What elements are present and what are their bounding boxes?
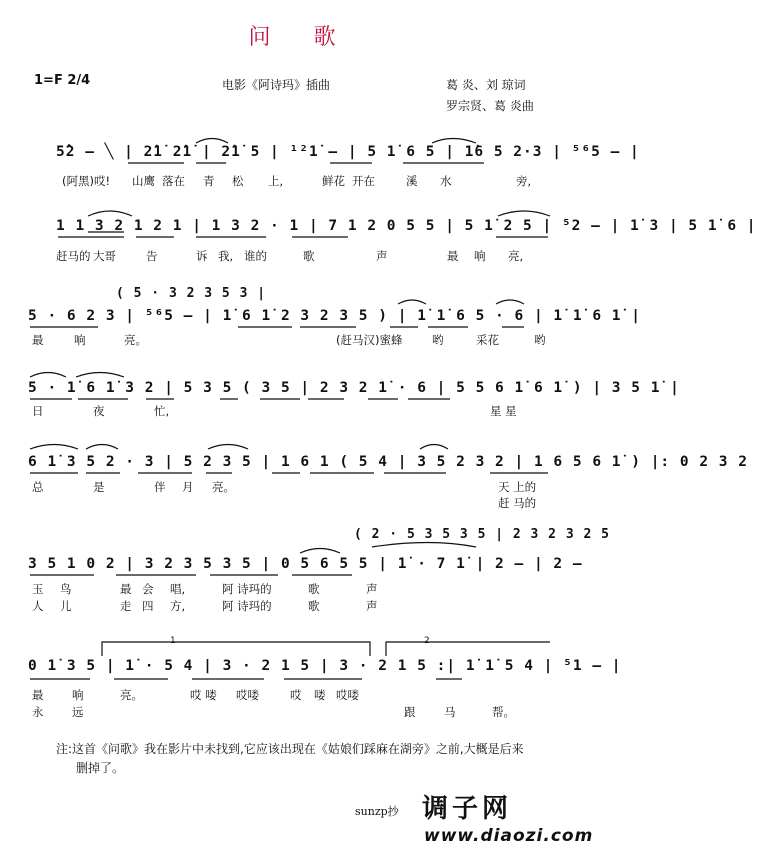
staff-line-3-notes: 5 · 6 2 3 | ⁵⁶5 – | 1̇ 6 1̇ 2 3 2 3 5 ) | 1̇ 1̇ 6 5 · 6 | 1̇ 1̇ 6 1̇ | xyxy=(28,308,641,324)
lyric-3-6: 采花 xyxy=(476,333,499,347)
lyric-1-6: 上, xyxy=(268,174,284,188)
lyric-2-2: 大哥 xyxy=(93,249,116,263)
tie-mark-10 xyxy=(86,445,118,450)
film-subtitle: 电影《阿诗玛》插曲 xyxy=(222,78,331,92)
tie-mark-14 xyxy=(372,543,476,548)
staff-line-6-upper: ( 2 · 5 3 5 3 5 | 2 3 2 3 2 5 xyxy=(354,527,610,542)
lyric-3-7: 哟 xyxy=(534,333,546,347)
tie-mark-3 xyxy=(88,211,132,216)
staff-line-5-notes: 6 1̇ 3 5 2 · 3 | 5 2 3 5 | 1 6 1 ( 5 4 | 3 5 2 3 2 | 1 6 5 6 1̇ ) |: 0 2 3 2 xyxy=(28,454,749,470)
lyric-4-2: 夜 xyxy=(93,404,105,418)
lyric-1-4: 青 xyxy=(203,174,215,188)
lyric-7b-4: 马 xyxy=(444,705,456,719)
site-url: www.diaozi.com xyxy=(424,826,594,846)
lyric-7-4: 哎 喽 xyxy=(190,688,217,702)
lyric-1-2: 山鹰 xyxy=(132,174,155,188)
lyric-2-8: 声 xyxy=(376,249,388,263)
site-logo: 调子网 xyxy=(422,794,513,824)
lyric-7b-3: 跟 xyxy=(404,705,416,719)
transcriber-signature: sunzp抄 xyxy=(355,805,399,818)
lyric-6b-7: 歌 xyxy=(308,599,320,613)
lyric-6b-3: 走 xyxy=(120,599,132,613)
lyric-7-7: 喽 xyxy=(314,688,326,702)
lyric-4-4: 星 星 xyxy=(490,404,517,418)
staff-line-2-notes: 1 1 3 2 1 2 1 | 1 3 2 · 1 | 7 1 2 0 5 5 | 5 1̇ 2 5 | ⁵2 – | 1̇ 3 | 5 1̇ 6 | xyxy=(56,218,757,234)
lyric-7-8: 哎喽 xyxy=(336,688,359,702)
lyric-3-1: 最 xyxy=(32,333,44,347)
tie-mark-5 xyxy=(398,300,426,304)
lyric-7-1: 最 xyxy=(32,688,44,702)
lyric-1-7: 鲜花 xyxy=(322,174,345,188)
composer-credit: 罗宗贤、葛 炎曲 xyxy=(446,99,534,113)
lyric-5-6: 天 上的 xyxy=(498,480,537,494)
lyric-7-2: 响 xyxy=(72,688,84,702)
staff-line-6-notes: 3 5 1 0 2 | 3 2 3 5 3 5 | 0 5 6 5 5 | 1̇ · 7 1̇ | 2 – | 2 – xyxy=(28,556,583,572)
lyric-1-9: 溪 xyxy=(406,174,418,188)
lyric-2-11: 亮, xyxy=(508,249,524,263)
lyric-7-3: 亮。 xyxy=(120,688,143,702)
lyric-4-1: 日 xyxy=(32,404,44,418)
lyric-6-4: 会 xyxy=(142,582,154,596)
tie-mark-11 xyxy=(208,445,248,450)
lyric-6-3: 最 xyxy=(120,582,132,596)
lyric-2-3: 告 xyxy=(146,249,158,263)
lyric-6-5: 唱, xyxy=(170,582,186,596)
lyric-6-6: 阿 诗玛的 xyxy=(222,582,272,596)
lyric-1-8: 开在 xyxy=(352,174,375,188)
footnote-line-1: 注:这首《问歌》我在影片中未找到,它应该出现在《姑娘们踩麻在湖旁》之前,大概是后来 xyxy=(56,742,524,756)
lyric-2-9: 最 xyxy=(447,249,459,263)
lyric-3-3: 亮。 xyxy=(124,333,147,347)
tie-mark-9 xyxy=(30,445,78,450)
lyric-7-5: 哎喽 xyxy=(236,688,259,702)
lyric-1-10: 水 xyxy=(440,174,452,188)
lyric-3-5: 哟 xyxy=(432,333,444,347)
lyric-5-7: 赶 马的 xyxy=(498,496,537,510)
footnote-line-2: 删掉了。 xyxy=(76,761,125,775)
volta-2-number: 2 xyxy=(424,636,430,646)
lyric-2-10: 响 xyxy=(474,249,486,263)
lyric-6-1: 玉 xyxy=(32,582,44,596)
lyric-1-11: 旁, xyxy=(516,174,532,188)
tie-mark-1 xyxy=(196,139,228,144)
lyric-2-1: 赶马的 xyxy=(56,249,91,263)
lyric-3-4: (赶马汉)蜜蜂 xyxy=(336,333,403,347)
lyric-5-3: 伴 xyxy=(154,480,166,494)
lyric-7b-1: 永 xyxy=(32,705,44,719)
staff-line-4-notes: 5 · 1̇ 6 1̇ 3 2 | 5 3 5 ( 3 5 | 2 3 2 1̇ · 6 | 5 5 6 1̇ 6 1̇ ) | 3 5 1̇ | xyxy=(28,380,680,396)
lyric-3-2: 响 xyxy=(74,333,86,347)
lyric-6b-5: 方, xyxy=(170,599,186,613)
lyric-5-1: 总 xyxy=(32,480,44,494)
lyric-6-8: 声 xyxy=(366,582,378,596)
staff-line-1-notes: 5̂2 – ╲ | 2̇1̇ 2̇1̇ | 2̇1̇ 5 | ¹²1̇ – | 5 1̇ 6 5 | 1̇6 5 2·3 | ⁵⁶5 – | xyxy=(56,144,640,160)
lyric-1-5: 松 xyxy=(232,174,244,188)
volta-bracket-2 xyxy=(386,642,550,656)
song-title: 问 歌 xyxy=(248,25,354,50)
tie-mark-2 xyxy=(432,139,476,144)
lyricist-credit: 葛 炎、刘 琼词 xyxy=(446,78,526,92)
lyric-6-2: 鸟 xyxy=(60,582,72,596)
tie-mark-8 xyxy=(76,373,124,378)
lyric-2-4: 诉 xyxy=(196,249,208,263)
lyric-6b-6: 阿 诗玛的 xyxy=(222,599,272,613)
lyric-2-5: 我, xyxy=(218,249,234,263)
lyric-5-4: 月 xyxy=(182,480,194,494)
lyric-5-2: 是 xyxy=(93,480,105,494)
staff-line-3-upper: ( 5 · 3 2 3 5 3 | xyxy=(116,286,267,301)
lyric-5-5: 亮。 xyxy=(212,480,235,494)
lyric-6b-8: 声 xyxy=(366,599,378,613)
lyric-6-7: 歌 xyxy=(308,582,320,596)
lyric-1-3: 落在 xyxy=(162,174,185,188)
staff-line-7-notes: 0 1̇ 3 5 | 1̇ · 5 4 | 3 · 2 1 5 | 3 · 2 1 5 :| 1̇ 1̇ 5 4 | ⁵1 – | xyxy=(28,658,622,674)
lyric-1-1: (阿黑)哎! xyxy=(62,174,111,188)
tie-mark-12 xyxy=(420,445,448,450)
lyric-6b-4: 四 xyxy=(142,599,154,613)
volta-bracket-1 xyxy=(102,642,370,656)
key-signature: 1=F 2/4 xyxy=(34,73,91,88)
lyric-6b-2: 儿 xyxy=(60,599,72,613)
lyric-7b-5: 帮。 xyxy=(492,705,515,719)
lyric-6b-1: 人 xyxy=(32,599,44,613)
lyric-7-6: 哎 xyxy=(290,688,302,702)
tie-mark-6 xyxy=(496,300,524,304)
tie-mark-7 xyxy=(30,373,66,378)
lyric-4-3: 忙, xyxy=(154,404,170,418)
tie-mark-4 xyxy=(498,211,550,216)
lyric-7b-2: 远 xyxy=(72,705,84,719)
lyric-2-7: 歌 xyxy=(303,249,315,263)
volta-1-number: 1 xyxy=(170,636,176,646)
tie-mark-13 xyxy=(300,549,340,554)
lyric-2-6: 谁的 xyxy=(244,249,267,263)
